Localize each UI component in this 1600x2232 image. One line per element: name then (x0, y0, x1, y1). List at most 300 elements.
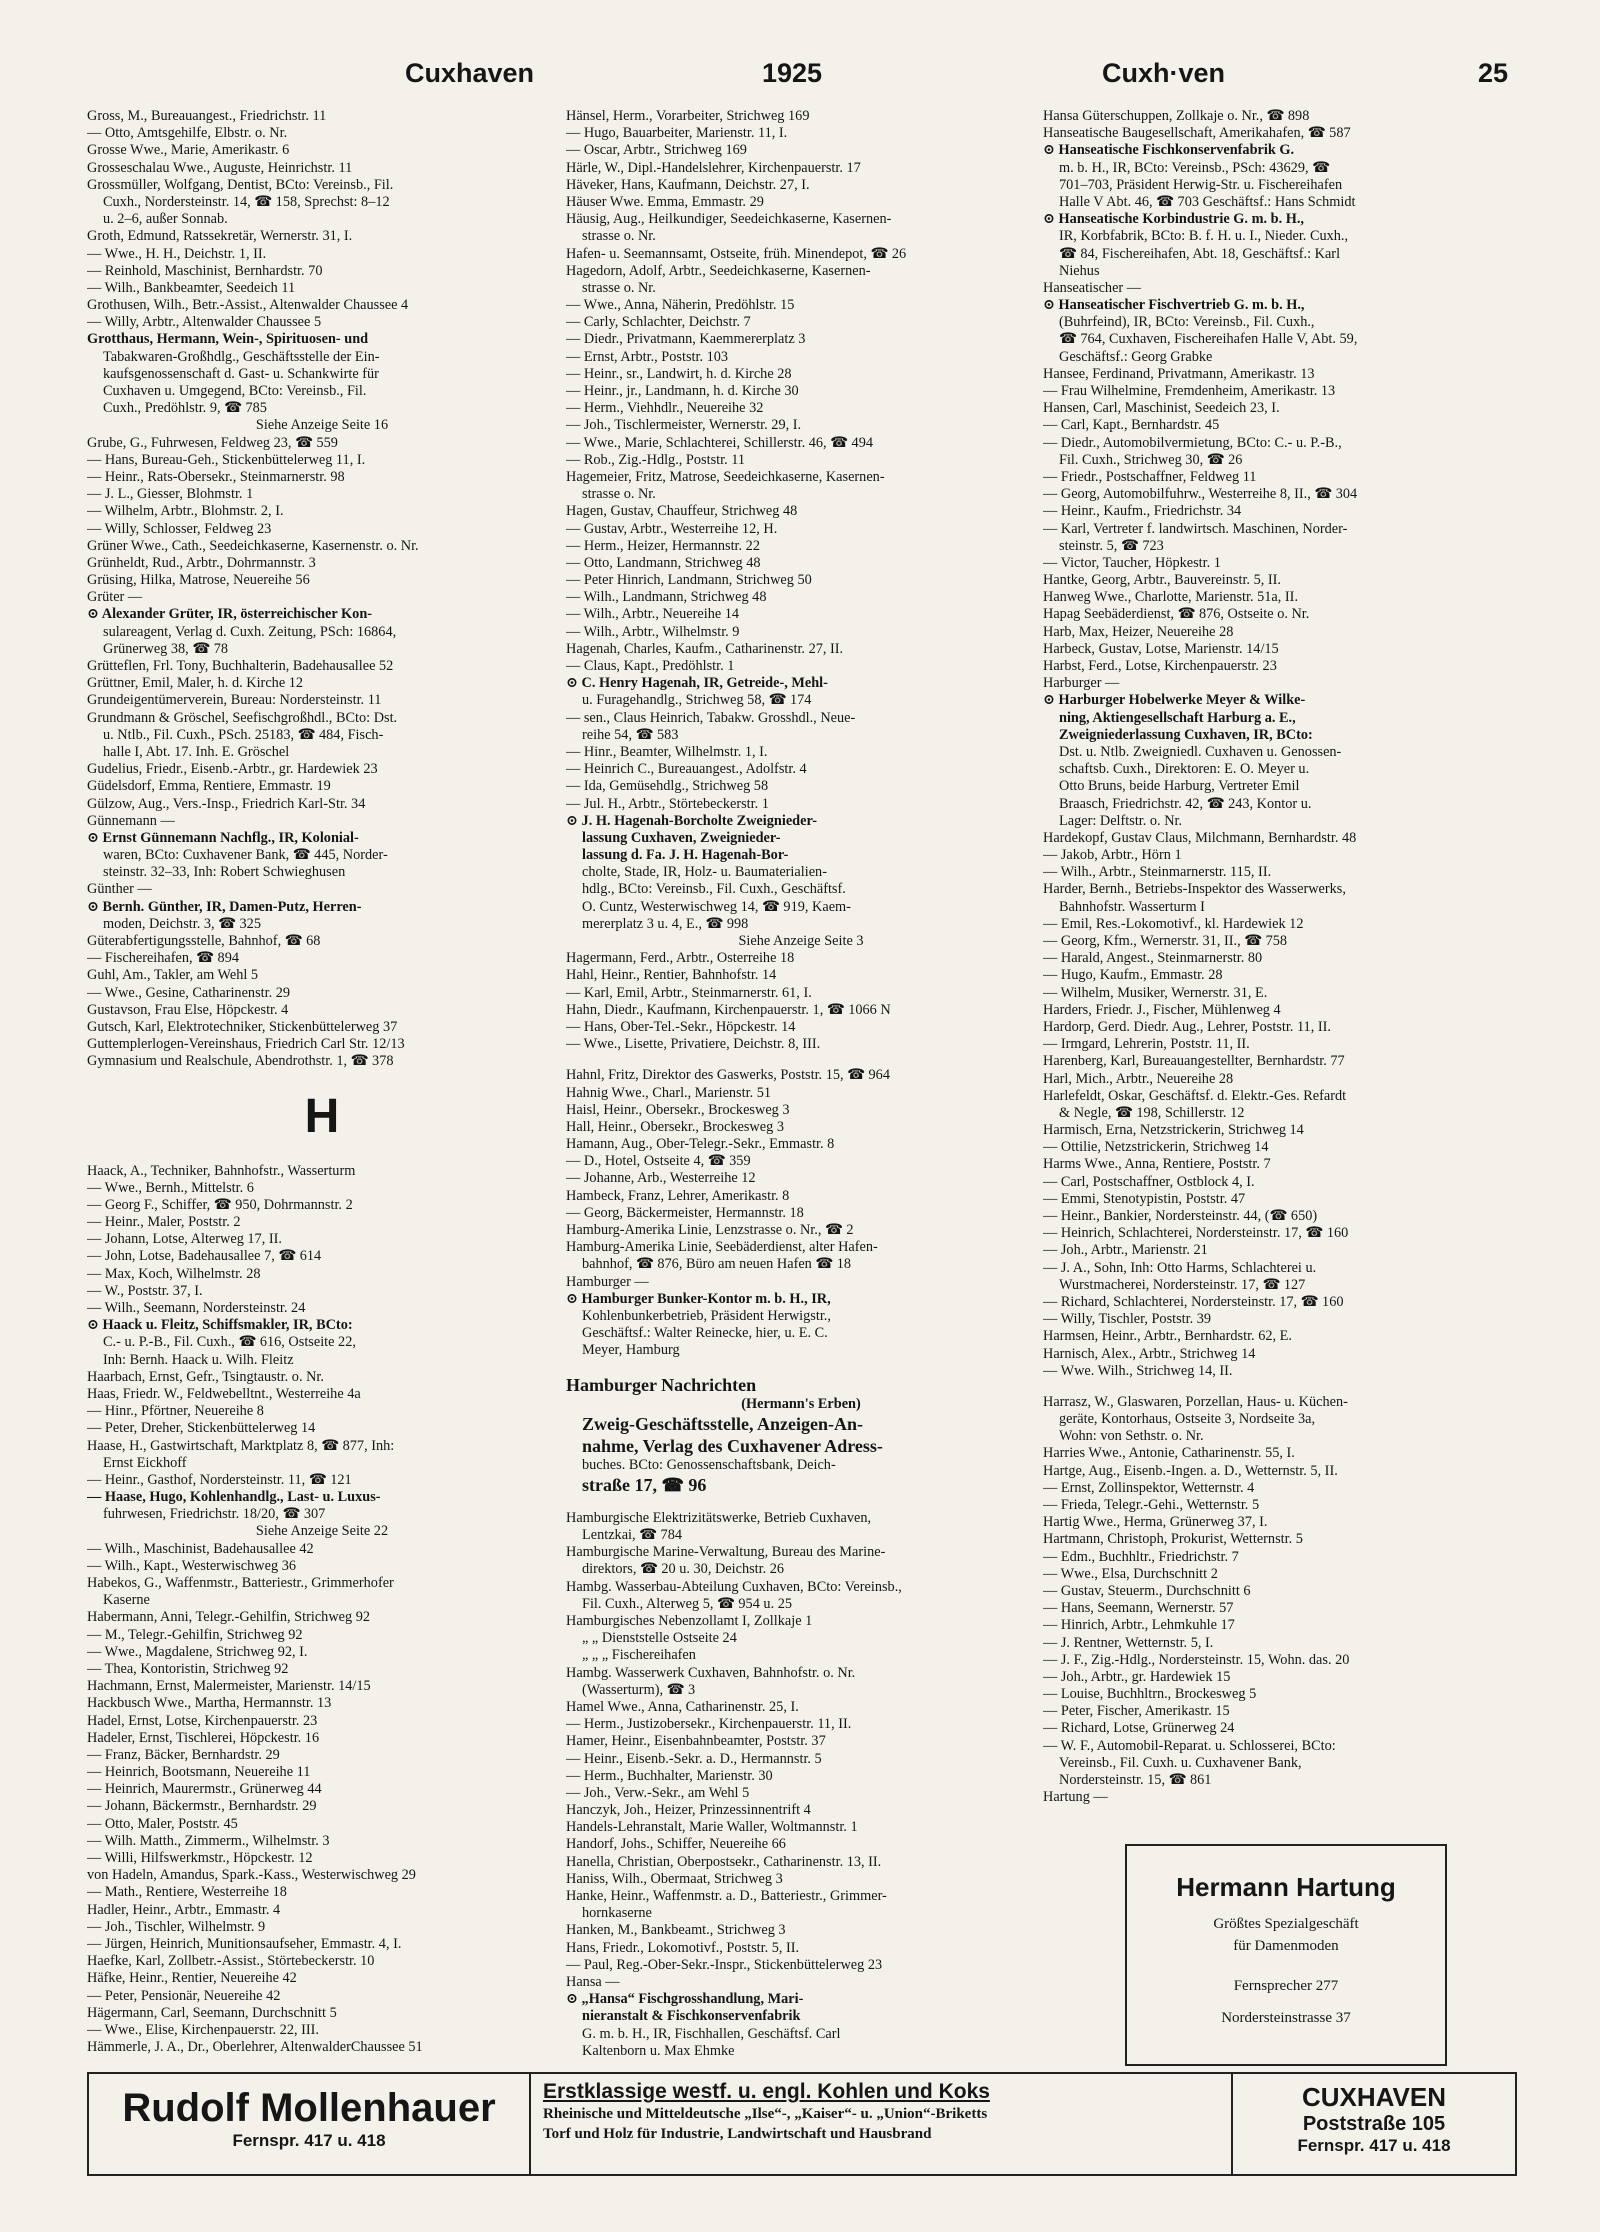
directory-entry: — John, Lotse, Badehausallee 7, ☎ 614 (87, 1248, 322, 1265)
directory-entry: Harburger — (1043, 675, 1120, 692)
directory-entry: Zweigniederlassung Cuxhaven, IR, BCto: (1059, 726, 1313, 743)
directory-entry: Geschäftsf.: Georg Grabke (1059, 348, 1213, 365)
directory-entry: — Hans, Bureau-Geh., Stickenbüttelerweg 11, I. (87, 451, 366, 468)
footer-phone-left: Fernspr. 417 u. 418 (232, 2131, 386, 2150)
directory-entry: — Herm., Heizer, Hermannstr. 22 (566, 537, 760, 554)
directory-entry: ⊙ C. Henry Hagenah, IR, Getreide-, Mehl- (566, 675, 828, 692)
directory-entry: — Carl, Postschaffner, Ostblock 4, I. (1043, 1173, 1255, 1190)
footer-right (1233, 2074, 1515, 2174)
directory-entry: Harlefeldt, Oskar, Geschäftsf. d. Elektr.-Ges. Refardt (1043, 1087, 1347, 1104)
directory-entry: Haniss, Wilh., Obermaat, Strichweg 3 (566, 1870, 783, 1887)
directory-entry: — Otto, Amtsgehilfe, Elbstr. o. Nr. (87, 125, 288, 142)
directory-entry: Hanweg Wwe., Charlotte, Marienstr. 51a, II. (1043, 589, 1299, 606)
header-right: Cuxh·ven (1102, 58, 1226, 88)
directory-entry: IR, Korbfabrik, BCto: B. f. H. u. I., Nieder. Cuxh., (1059, 228, 1349, 245)
directory-entry: Hamburgisches Nebenzollamt I, Zollkaje 1 (566, 1613, 813, 1629)
directory-entry: — W. F., Automobil-Reparat. u. Schlosserei, BCto: (1043, 1737, 1336, 1754)
directory-entry: Gustavson, Frau Else, Höpckestr. 4 (87, 1001, 289, 1018)
directory-entry: O. Cuntz, Westerwischweg 14, ☎ 919, Kaem- (582, 898, 851, 915)
directory-entry: bahnhof, ☎ 876, Büro am neuen Hafen ☎ 18 (582, 1256, 852, 1273)
directory-entry: — Gustav, Steuerm., Durchschnitt 6 (1043, 1582, 1251, 1599)
directory-entry: Inh: Bernh. Haack u. Wilh. Fleitz (103, 1351, 294, 1368)
directory-entry: Wohn: von Sethstr. o. Nr. (1059, 1428, 1204, 1445)
directory-entry: — Wilh. Matth., Zimmerm., Wilhelmstr. 3 (87, 1832, 330, 1849)
directory-entry: Hanseatischer — (1043, 279, 1142, 296)
directory-entry: — Joh., Tischler, Wilhelmstr. 9 (87, 1918, 266, 1935)
directory-entry: — D., Hotel, Ostseite 4, ☎ 359 (566, 1153, 751, 1170)
directory-entry: waren, BCto: Cuxhavener Bank, ☎ 445, Norder- (103, 847, 388, 864)
directory-entry: Hanke, Heinr., Waffenmstr. a. D., Batteriestr., Grimmer- (566, 1888, 887, 1904)
directory-entry: Hanken, M., Bankbeamt., Strichweg 3 (566, 1922, 786, 1939)
directory-entry: Gross, M., Bureauangest., Friedrichstr. 11 (87, 108, 327, 124)
directory-entry: — Hinrich, Arbtr., Lehmkuhle 17 (1043, 1617, 1235, 1634)
directory-entry: Geschäftsf.: Walter Reinecke, hier, u. E. C. (582, 1325, 828, 1342)
directory-entry: — Heinr., Gasthof, Nordersteinstr. 11, ☎ 121 (87, 1471, 352, 1488)
directory-entry: — Wilh., Kapt., Westerwischweg 36 (87, 1557, 296, 1574)
directory-entry: — Heinr., Bankier, Nordersteinstr. 44, (☎ 650) (1043, 1208, 1318, 1224)
directory-entry: Niehus (1059, 262, 1100, 279)
directory-entry: reihe 54, ☎ 583 (582, 726, 679, 743)
directory-entry: Hämmerle, J. A., Dr., Oberlehrer, AltenwalderChaussee 51 (87, 2039, 423, 2056)
directory-entry: Hänsel, Herm., Vorarbeiter, Strichweg 169 (566, 108, 810, 124)
directory-entry: — Otto, Maler, Poststr. 45 (87, 1815, 238, 1832)
directory-entry: Hagemeier, Fritz, Matrose, Seedeichkaserne, Kasernen- (566, 468, 885, 485)
directory-entry: Kohlenbunkerbetrieb, Präsident Herwigstr., (582, 1307, 831, 1324)
directory-entry: — Louise, Buchhltrn., Brockesweg 5 (1043, 1686, 1257, 1703)
directory-entry: — Peter Hinrich, Landmann, Strichweg 50 (566, 572, 812, 589)
directory-entry: Hartge, Aug., Eisenb.-Ingen. a. D., Wetternstr. 5, II. (1043, 1462, 1338, 1479)
directory-entry: Gülzow, Aug., Vers.-Insp., Friedrich Karl-Str. 34 (87, 795, 366, 812)
directory-entry: Haisl, Heinr., Obersekr., Brockesweg 3 (566, 1101, 790, 1118)
directory-entry: Hansen, Carl, Maschinist, Seedeich 23, I. (1043, 400, 1280, 417)
directory-entry: ☎ 764, Cuxhaven, Fischereihafen Halle V, Abt. 59, (1059, 331, 1358, 348)
directory-entry: Harries Wwe., Antonie, Catharinenstr. 55, I. (1043, 1445, 1295, 1462)
directory-entry: Hamann, Aug., Ober-Telegr.-Sekr., Emmastr. 8 (566, 1136, 835, 1153)
directory-entry: — Jul. H., Arbtr., Störtebeckerstr. 1 (566, 795, 769, 812)
directory-entry: — Wwe., H. H., Deichstr. 1, II. (87, 245, 267, 262)
footer-company-name: Rudolf Mollenhauer (122, 2086, 496, 2130)
directory-entry: — Heinrich C., Bureauangest., Adolfstr. 4 (566, 761, 807, 778)
directory-entry: Guhl, Am., Takler, am Wehl 5 (87, 967, 259, 984)
directory-entry: — Math., Rentiere, Westerreihe 18 (87, 1884, 287, 1901)
directory-entry: Hahnl, Fritz, Direktor des Gaswerks, Poststr. 15, ☎ 964 (566, 1067, 890, 1084)
directory-entry: ⊙ Hanseatische Fischkonservenfabrik G. (1043, 142, 1295, 159)
ad-line: Fernsprecher 277 (1233, 1978, 1339, 1994)
directory-entry: Hahn, Diedr., Kaufmann, Kirchenpauerstr. 1, ☎ 1066 N (566, 1001, 891, 1018)
directory-entry: Lentzkai, ☎ 784 (582, 1527, 682, 1544)
directory-entry: ☎ 84, Fischereihafen, Abt. 18, Geschäftsf.: Karl (1059, 245, 1341, 262)
directory-entry: ⊙ Alexander Grüter, IR, österreichischer Kon- (87, 606, 373, 623)
directory-entry: — Diedr., Automobilvermietung, BCto: C.- u. P.-B., (1043, 434, 1342, 451)
directory-entry: — Herm., Justizobersekr., Kirchenpauerstr. 11, II. (566, 1716, 852, 1733)
directory-entry: lassung Cuxhaven, Zweignieder- (582, 829, 781, 846)
directory-entry: Grosse Wwe., Marie, Amerikastr. 6 (87, 142, 290, 159)
directory-entry: — Heinr., sr., Landwirt, h. d. Kirche 28 (566, 365, 792, 382)
directory-entry: — Wilh., Arbtr., Neuereihe 14 (566, 606, 740, 623)
directory-entry: — Herm., Buchhalter, Marienstr. 30 (566, 1767, 773, 1784)
directory-entry: Grosseschalau Wwe., Auguste, Heinrichstr. 11 (87, 159, 353, 176)
directory-entry: — Joh., Arbtr., gr. Hardewiek 15 (1043, 1668, 1231, 1685)
directory-entry: ⊙ Harburger Hobelwerke Meyer & Wilke- (1043, 692, 1306, 709)
directory-entry: — Hans, Ober-Tel.-Sekr., Höpckestr. 14 (566, 1018, 796, 1035)
directory-entry: „ „ Dienststelle Ostseite 24 (582, 1630, 737, 1647)
directory-column-1 (87, 108, 557, 2056)
directory-entry: — Wwe., Elsa, Durchschnitt 2 (1043, 1565, 1218, 1582)
directory-entry: — Heinr., Rats-Obersekr., Steinmarnerstr. 98 (87, 468, 345, 485)
directory-entry: — Wilh., Arbtr., Steinmarnerstr. 115, II. (1043, 864, 1272, 881)
directory-entry: steinstr. 32–33, Inh: Robert Schwieghusen (103, 864, 346, 881)
directory-entry: — Claus, Kapt., Predöhlstr. 1 (566, 658, 735, 674)
directory-entry: Fil. Cuxh., Strichweg 30, ☎ 26 (1059, 451, 1243, 468)
directory-entry: ⊙ Ernst Günnemann Nachflg., IR, Kolonial- (87, 829, 359, 846)
directory-entry: — Carl, Kapt., Bernhardstr. 45 (1043, 417, 1220, 434)
directory-entry: Hägermann, Carl, Seemann, Durchschnitt 5 (87, 2004, 337, 2021)
directory-column-2 (566, 108, 1036, 2060)
directory-entry: Hansee, Ferdinand, Privatmann, Amerikastr. 13 (1043, 365, 1315, 382)
directory-entry: — Frau Wilhelmine, Fremdenheim, Amerikastr. 13 (1043, 383, 1336, 399)
directory-entry: ⊙ J. H. Hagenah-Borcholte Zweignieder- (566, 812, 818, 829)
directory-entry: von Hadeln, Amandus, Spark.-Kass., Westerwischweg 29 (87, 1867, 416, 1884)
directory-entry: Grotthaus, Hermann, Wein-, Spirituosen- und (87, 331, 369, 348)
directory-entry: Hamel Wwe., Anna, Catharinenstr. 25, I. (566, 1698, 799, 1715)
directory-entry: — Ernst, Zollinspektor, Wetternstr. 4 (1043, 1479, 1255, 1496)
directory-entry: hornkaserne (582, 1905, 652, 1922)
directory-entry: Harmsen, Heinr., Arbtr., Bernhardstr. 62, E. (1043, 1328, 1292, 1345)
directory-entry: — Wilhelm, Arbtr., Blohmstr. 2, I. (87, 503, 284, 520)
directory-entry: Hambeck, Franz, Lehrer, Amerikastr. 8 (566, 1187, 790, 1204)
directory-entry: Hamer, Heinr., Eisenbahnbeamter, Poststr. 37 (566, 1733, 826, 1750)
directory-entry: moden, Deichstr. 3, ☎ 325 (103, 915, 261, 932)
directory-entry: Grüner Wwe., Cath., Seedeichkaserne, Kasernenstr. o. Nr. (87, 537, 419, 554)
directory-entry: — Johanne, Arb., Westerreihe 12 (566, 1170, 756, 1187)
directory-entry: mererplatz 3 u. 4, E., ☎ 998 (582, 915, 749, 932)
directory-entry: ⊙ Hanseatische Korbindustrie G. m. b. H., (1043, 211, 1304, 228)
directory-entry: — Ernst, Arbtr., Poststr. 103 (566, 348, 729, 365)
directory-entry (566, 1053, 1036, 1067)
directory-entry: — Hugo, Bauarbeiter, Marienstr. 11, I. (566, 125, 788, 142)
directory-entry: Hamburgische Marine-Verwaltung, Bureau des Marine- (566, 1544, 886, 1561)
directory-entry: Haarbach, Ernst, Gefr., Tsingtaustr. o. Nr. (87, 1368, 324, 1385)
directory-entry: — Hugo, Kaufm., Emmastr. 28 (1043, 967, 1223, 984)
directory-entry: — Wwe., Anna, Näherin, Predöhlstr. 15 (566, 297, 795, 314)
directory-entry: Harbst, Ferd., Lotse, Kirchenpauerstr. 23 (1043, 658, 1277, 674)
directory-entry: — Wilh., Arbtr., Wilhelmstr. 9 (566, 623, 740, 640)
directory-entry: — Georg, Automobilfuhrw., Westerreihe 8, II., ☎ 304 (1043, 486, 1358, 503)
directory-entry: Grütteflen, Frl. Tony, Buchhalterin, Badehausallee 52 (87, 658, 394, 674)
directory-entry: Zweig-Geschäftsstelle, Anzeigen-An- (582, 1413, 863, 1434)
section-letter: H (304, 1089, 340, 1143)
directory-entry: Haase, H., Gastwirtschaft, Marktplatz 8, ☎ 877, Inh: (87, 1437, 395, 1454)
directory-entry: — Karl, Vertreter f. landwirtsch. Maschinen, Norder- (1043, 520, 1348, 537)
directory-entry: Hanseatische Baugesellschaft, Amerikahafen, ☎ 587 (1043, 125, 1351, 142)
directory-entry (1043, 1380, 1513, 1394)
directory-entry: Kaserne (103, 1592, 150, 1609)
directory-entry (566, 1496, 1036, 1510)
directory-entry: — Max, Koch, Wilhelmstr. 28 (87, 1265, 261, 1282)
directory-entry: — Richard, Lotse, Grünerweg 24 (1043, 1720, 1235, 1737)
footer-city: CUXHAVEN (1302, 2082, 1446, 2112)
directory-entry: Cuxhaven u. Umgegend, BCto: Vereinsb., Fil. (103, 383, 367, 399)
directory-entry: sulareagent, Verlag d. Cuxh. Zeitung, PSch: 16864, (103, 623, 397, 640)
directory-entry: — J. F., Zig.-Hdlg., Nordersteinstr. 15, Wohn. das. 20 (1043, 1651, 1350, 1668)
directory-entry: — Joh., Verw.-Sekr., am Wehl 5 (566, 1784, 750, 1801)
directory-entry: ⊙ „Hansa“ Fischgrosshandlung, Mari- (566, 1991, 804, 2008)
directory-entry: Hardekopf, Gustav Claus, Milchmann, Bernhardstr. 48 (1043, 829, 1357, 846)
directory-entry: — Wwe., Elise, Kirchenpauerstr. 22, III. (87, 2021, 319, 2038)
directory-entry: u. Ntlb., Fil. Cuxh., PSch. 25183, ☎ 484, Fisch- (103, 726, 384, 743)
directory-entry: Hagermann, Ferd., Arbtr., Osterreihe 18 (566, 950, 795, 967)
directory-entry: Hamburg-Amerika Linie, Seebäderdienst, alter Hafen- (566, 1239, 878, 1256)
directory-entry: Häveker, Hans, Kaufmann, Deichstr. 27, I. (566, 176, 810, 193)
directory-entry: — J. L., Giesser, Blohmstr. 1 (87, 486, 254, 503)
directory-entry: Güdelsdorf, Emma, Rentiere, Emmastr. 19 (87, 778, 331, 795)
directory-entry: Groth, Edmund, Ratssekretär, Wernerstr. 31, I. (87, 228, 353, 245)
directory-entry: — Fischereihafen, ☎ 894 (87, 950, 240, 967)
directory-entry: Hamburger — (566, 1273, 649, 1290)
directory-entry: — Hans, Seemann, Wernerstr. 57 (1043, 1600, 1234, 1617)
directory-entry: Hanella, Christian, Oberpostsekr., Catharinenstr. 13, II. (566, 1853, 882, 1870)
directory-entry: strasse o. Nr. (582, 279, 656, 296)
directory-entry: Harb, Max, Heizer, Neuereihe 28 (1043, 623, 1234, 640)
directory-entry: Guttemplerlogen-Vereinshaus, Friedrich Carl Str. 12/13 (87, 1036, 405, 1053)
directory-entry: — Herm., Viehhdlr., Neuereihe 32 (566, 400, 764, 417)
directory-entry: — Willi, Hilfswerkmstr., Höpckestr. 12 (87, 1850, 313, 1866)
directory-entry: Harbeck, Gustav, Lotse, Marienstr. 14/15 (1043, 640, 1279, 657)
directory-entry: Siehe Anzeige Seite 16 (255, 417, 389, 434)
ad-hermann-hartung (1125, 1844, 1447, 2066)
directory-entry: — Willy, Arbtr., Altenwalder Chaussee 5 (87, 314, 322, 331)
directory-entry: Bahnhofstr. Wasserturm I (1059, 898, 1205, 915)
directory-entry: — Wwe., Lisette, Privatiere, Deichstr. 8, III. (566, 1036, 821, 1053)
directory-entry: — Wilh., Bankbeamter, Seedeich 11 (87, 279, 296, 296)
directory-entry: Hantke, Georg, Arbtr., Bauvereinstr. 5, II. (1043, 572, 1281, 589)
directory-entry: Lager: Delftstr. o. Nr. (1059, 812, 1183, 829)
ad-line: für Damenmoden (1233, 1938, 1339, 1954)
directory-entry: Hackbusch Wwe., Martha, Hermannstr. 13 (87, 1695, 332, 1712)
directory-entry: Grüter — (87, 589, 143, 606)
directory-entry: — Heinr., Kaufm., Friedrichstr. 34 (1043, 503, 1242, 520)
directory-entry: Häusig, Aug., Heilkundiger, Seedeichkaserne, Kasernen- (566, 211, 892, 228)
directory-entry: Harl, Mich., Arbtr., Neuereihe 28 (1043, 1070, 1234, 1087)
directory-entry: — Peter, Fischer, Amerikastr. 15 (1043, 1703, 1230, 1720)
directory-entry: Harmisch, Erna, Netzstrickerin, Strichweg 14 (1043, 1122, 1304, 1139)
directory-entry: — Wilhelm, Musiker, Wernerstr. 31, E. (1043, 984, 1268, 1001)
directory-entry: „ „ „ Fischereihafen (582, 1647, 696, 1664)
directory-entry: Hambg. Wasserwerk Cuxhaven, Bahnhofstr. o. Nr. (566, 1664, 856, 1681)
directory-entry: — Jakob, Arbtr., Hörn 1 (1043, 847, 1182, 864)
directory-entry: Hartmann, Christoph, Prokurist, Wetternstr. 5 (1043, 1531, 1303, 1548)
directory-entry: Vereinsb., Fil. Cuxh. u. Cuxhavener Bank, (1059, 1754, 1302, 1771)
directory-entry: direktors, ☎ 20 u. 30, Deichstr. 26 (582, 1561, 785, 1578)
directory-entry: straße 17, ☎ 96 (582, 1474, 707, 1495)
directory-entry: — Edm., Buchhltr., Friedrichstr. 7 (1043, 1548, 1239, 1565)
directory-entry: fuhrwesen, Friedrichstr. 18/20, ☎ 307 (103, 1506, 326, 1523)
directory-entry: hdlg., BCto: Vereinsb., Fil. Cuxh., Geschäftsf. (582, 881, 846, 898)
footer-middle (531, 2074, 1233, 2174)
directory-entry: — Paul, Reg.-Ober-Sekr.-Inspr., Stickenbüttelerweg 23 (566, 1956, 883, 1973)
directory-entry: — Emmi, Stenotypistin, Poststr. 47 (1043, 1190, 1246, 1207)
directory-column-3 (1043, 108, 1513, 1806)
directory-entry: Häuser Wwe. Emma, Emmastr. 29 (566, 193, 764, 210)
directory-entry: — Willy, Schlosser, Feldweg 23 (87, 520, 272, 537)
directory-entry: Fil. Cuxh., Alterweg 5, ☎ 954 u. 25 (582, 1595, 793, 1612)
directory-entry: — Georg F., Schiffer, ☎ 950, Dohrmannstr. 2 (87, 1196, 353, 1213)
directory-entry: Hanczyk, Joh., Heizer, Prinzessinnentrift 4 (566, 1802, 811, 1819)
directory-entry: — Wwe., Magdalene, Strichweg 92, I. (87, 1643, 308, 1660)
directory-entry: — Hinr., Pförtner, Neuereihe 8 (87, 1403, 264, 1420)
directory-entry: Hafen- u. Seemannsamt, Ostseite, früh. Minendepot, ☎ 26 (566, 245, 907, 262)
ad-line: Nordersteinstrasse 37 (1221, 2010, 1351, 2026)
directory-entry: Habermann, Anni, Telegr.-Gehilfin, Strichweg 92 (87, 1609, 371, 1626)
header-left: Cuxhaven (405, 58, 535, 88)
ad-line: Größtes Spezialgeschäft (1213, 1916, 1359, 1932)
directory-entry: — Haase, Hugo, Kohlenhandlg., Last- u. Luxus- (87, 1489, 381, 1506)
directory-entry: Harder, Bernh., Betriebs-Inspektor des Wasserwerks, (1043, 881, 1346, 898)
directory-entry: Hadler, Heinr., Arbtr., Emmastr. 4 (87, 1901, 281, 1918)
directory-entry: — Heinr., Maler, Poststr. 2 (87, 1214, 241, 1231)
directory-entry: Siehe Anzeige Seite 3 (738, 933, 864, 949)
directory-entry: Tabakwaren-Großhdlg., Geschäftsstelle der Ein- (103, 348, 380, 365)
footer-advertisement (87, 2072, 1517, 2176)
directory-entry: — W., Poststr. 37, I. (87, 1282, 203, 1299)
directory-entry: — Heinrich, Schlachterei, Nordersteinstr. 17, ☎ 160 (1043, 1225, 1349, 1242)
directory-entry: — Oscar, Arbtr., Strichweg 169 (566, 142, 747, 159)
directory-entry: nahme, Verlag des Cuxhavener Adress- (582, 1435, 883, 1456)
directory-entry: — Heinrich, Maurermstr., Grünerweg 44 (87, 1781, 322, 1798)
directory-entry: Günnemann — (87, 812, 175, 829)
directory-entry: Cuxh., Nordersteinstr. 14, ☎ 158, Sprechst: 8–12 (103, 193, 390, 210)
directory-entry: Cuxh., Predöhlstr. 9, ☎ 785 (103, 400, 267, 417)
directory-entry: — Reinhold, Maschinist, Bernhardstr. 70 (87, 262, 323, 279)
directory-entry: C.- u. P.-B., Fil. Cuxh., ☎ 616, Ostseite 22, (103, 1334, 356, 1351)
directory-entry: — Wwe. Wilh., Strichweg 14, II. (1043, 1362, 1233, 1379)
footer-left (89, 2074, 531, 2174)
directory-entry: Grube, G., Fuhrwesen, Feldweg 23, ☎ 559 (87, 434, 338, 451)
directory-entry: Grundeigentümerverein, Bureau: Nordersteinstr. 11 (87, 692, 382, 709)
directory-entry: 701–703, Präsident Herwig-Str. u. Fischereihafen (1059, 176, 1343, 193)
directory-entry: cholte, Stade, IR, Holz- u. Baumaterialien- (582, 864, 827, 881)
directory-entry: — Diedr., Privatmann, Kaemmererplatz 3 (566, 331, 806, 348)
directory-entry: kaufsgenossenschaft d. Gast- u. Schankwirte für (103, 365, 379, 382)
directory-entry: G. m. b. H., IR, Fischhallen, Geschäftsf. Carl (582, 2025, 841, 2042)
directory-entry: Handels-Lehranstalt, Marie Waller, Woltmannstr. 1 (566, 1819, 858, 1836)
directory-entry: — Wwe., Gesine, Catharinenstr. 29 (87, 984, 291, 1001)
directory-entry: strasse o. Nr. (582, 228, 656, 245)
directory-entry: Hahl, Heinr., Rentier, Bahnhofstr. 14 (566, 967, 777, 984)
directory-entry: Häfke, Heinr., Rentier, Neuereihe 42 (87, 1970, 297, 1987)
directory-entry: — Georg, Bäckermeister, Hermannstr. 18 (566, 1204, 804, 1221)
directory-entry: Kaltenborn u. Max Ehmke (582, 2042, 735, 2059)
directory-entry: Hahnig Wwe., Charl., Marienstr. 51 (566, 1084, 772, 1101)
directory-entry: strasse o. Nr. (582, 486, 656, 503)
directory-entry: — M., Telegr.-Gehilfin, Strichweg 92 (87, 1626, 303, 1643)
directory-entry: — Hinr., Beamter, Wilhelmstr. 1, I. (566, 743, 768, 760)
directory-entry: — Georg, Kfm., Wernerstr. 31, II., ☎ 758 (1043, 933, 1288, 949)
directory-entry: Harenberg, Karl, Bureauangestellter, Bernhardstr. 77 (1043, 1053, 1345, 1070)
directory-entry: — Gustav, Arbtr., Westerreihe 12, H. (566, 520, 778, 537)
directory-entry: Günther — (87, 881, 152, 898)
directory-entry: ⊙ Bernh. Günther, IR, Damen-Putz, Herren- (87, 898, 362, 915)
directory-entry: Meyer, Hamburg (582, 1342, 680, 1359)
directory-entry: Gudelius, Friedr., Eisenb.-Arbtr., gr. Hardewiek 23 (87, 761, 378, 778)
directory-entry: Otto Bruns, beide Harburg, Vertreter Emil (1059, 778, 1300, 795)
directory-entry: Hadeler, Ernst, Tischlerei, Höpckestr. 16 (87, 1729, 320, 1746)
directory-entry: Hamburg-Amerika Linie, Lenzstrasse o. Nr., ☎ 2 (566, 1222, 854, 1238)
directory-entry: Hartung — (1043, 1789, 1108, 1806)
directory-entry: Hall, Heinr., Obersekr., Brockesweg 3 (566, 1118, 784, 1135)
directory-entry: ⊙ Hanseatischer Fischvertrieb G. m. b. H., (1043, 297, 1305, 314)
directory-entry: Harrasz, W., Glaswaren, Porzellan, Haus- u. Küchen- (1043, 1393, 1348, 1410)
directory-entry: — J. Rentner, Wetternstr. 5, I. (1043, 1634, 1214, 1651)
directory-entry: — Frieda, Telegr.-Gehi., Wetternstr. 5 (1043, 1497, 1260, 1513)
directory-entry: Halle V Abt. 46, ☎ 703 Geschäftsf.: Hans Schmidt (1059, 193, 1356, 210)
directory-entry: — Wilh., Seemann, Nordersteinstr. 24 (87, 1300, 306, 1316)
directory-entry: buches. BCto: Genossenschaftsbank, Deich- (582, 1456, 836, 1473)
directory-entry: Hamburger Nachrichten (566, 1374, 757, 1395)
directory-entry: u. 2–6, außer Sonnab. (103, 211, 228, 228)
footer-phone-right: Fernspr. 417 u. 418 (1297, 2136, 1451, 2155)
directory-entry: Grünerweg 38, ☎ 78 (103, 640, 229, 657)
directory-entry: — Harald, Angest., Steinmarnerstr. 80 (1043, 950, 1263, 967)
directory-entry: Härle, W., Dipl.-Handelslehrer, Kirchenpauerstr. 17 (566, 159, 861, 176)
directory-entry (566, 1360, 1036, 1374)
directory-entry: Ernst Eickhoff (103, 1454, 187, 1471)
directory-entry: — Peter, Dreher, Stickenbüttelerweg 14 (87, 1420, 316, 1437)
directory-entry: Grundmann & Gröschel, Seefischgroßhdl., BCto: Dst. (87, 709, 398, 726)
footer-line: Torf und Holz für Industrie, Landwirtschaft und Hausbrand (543, 2126, 932, 2142)
directory-entry (87, 1149, 557, 1163)
directory-entry: Nordersteinstr. 15, ☎ 861 (1059, 1772, 1212, 1788)
directory-entry: Harders, Friedr. J., Fischer, Mühlenweg 4 (1043, 1001, 1281, 1018)
header-year: 1925 (762, 58, 823, 88)
directory-entry: — Emil, Res.-Lokomotivf., kl. Hardewiek 12 (1043, 915, 1304, 932)
directory-entry: — sen., Claus Heinrich, Tabakw. Grosshdl., Neue- (566, 709, 856, 726)
directory-entry: — Willy, Tischler, Poststr. 39 (1043, 1311, 1212, 1328)
directory-entry: — Wwe., Marie, Schlachterei, Schillerstr. 46, ☎ 494 (566, 434, 873, 451)
directory-entry: — Victor, Taucher, Höpkestr. 1 (1043, 554, 1221, 571)
directory-entry: Hans, Friedr., Lokomotivf., Poststr. 5, II. (566, 1939, 800, 1956)
directory-entry: — Ottilie, Netzstrickerin, Strichweg 14 (1043, 1139, 1269, 1156)
directory-entry: — Otto, Landmann, Strichweg 48 (566, 554, 761, 571)
directory-entry: (Wasserturm), ☎ 3 (582, 1681, 696, 1698)
directory-entry: — Johann, Lotse, Alterweg 17, II. (87, 1231, 282, 1248)
directory-entry: Hapag Seebäderdienst, ☎ 876, Ostseite o. Nr. (1043, 606, 1310, 623)
directory-entry: — Wwe., Bernh., Mittelstr. 6 (87, 1179, 254, 1196)
directory-entry: Grünheldt, Rud., Arbtr., Dohrmannstr. 3 (87, 554, 316, 571)
directory-entry: Wurstmacherei, Nordersteinstr. 17, ☎ 127 (1059, 1276, 1306, 1293)
directory-entry: Haas, Friedr. W., Feldwebelltnt., Westerreihe 4a (87, 1385, 361, 1402)
directory-entry: Hartig Wwe., Herma, Grünerweg 37, I. (1043, 1514, 1268, 1531)
directory-entry: (Buhrfeind), IR, BCto: Vereinsb., Fil. Cuxh., (1059, 314, 1315, 331)
directory-entry: Gymnasium und Realschule, Abendrothstr. 1, ☎ 378 (87, 1053, 394, 1070)
directory-entry: — Thea, Kontoristin, Strichweg 92 (87, 1660, 289, 1677)
directory-entry: — Heinr., jr., Landmann, h. d. Kirche 30 (566, 383, 799, 399)
directory-entry: halle I, Abt. 17. Inh. E. Gröschel (103, 743, 290, 760)
directory-entry: — Heinr., Eisenb.-Sekr. a. D., Hermannstr. 5 (566, 1750, 822, 1767)
directory-entry: — Carly, Schlachter, Deichstr. 7 (566, 314, 751, 331)
directory-entry: — Joh., Arbtr., Marienstr. 21 (1043, 1242, 1208, 1259)
directory-entry: — Franz, Bäcker, Bernhardstr. 29 (87, 1746, 280, 1763)
directory-entry: Haefke, Karl, Zollbetr.-Assist., Störtebeckerstr. 10 (87, 1953, 375, 1970)
directory-entry: Grüttner, Emil, Maler, h. d. Kirche 12 (87, 675, 304, 692)
directory-entry: ⊙ Haack u. Fleitz, Schiffsmakler, IR, BCto: (87, 1317, 353, 1334)
directory-entry: Hansa Güterschuppen, Zollkaje o. Nr., ☎ 898 (1043, 108, 1310, 124)
page-number: 25 (1478, 58, 1509, 88)
directory-entry: Harms Wwe., Anna, Rentiere, Poststr. 7 (1043, 1156, 1271, 1173)
directory-entry: Handorf, Johs., Schiffer, Neuereihe 66 (566, 1836, 786, 1853)
directory-entry: — J. A., Sohn, Inh: Otto Harms, Schlachterei u. (1043, 1259, 1317, 1276)
directory-entry: steinstr. 5, ☎ 723 (1059, 537, 1164, 554)
